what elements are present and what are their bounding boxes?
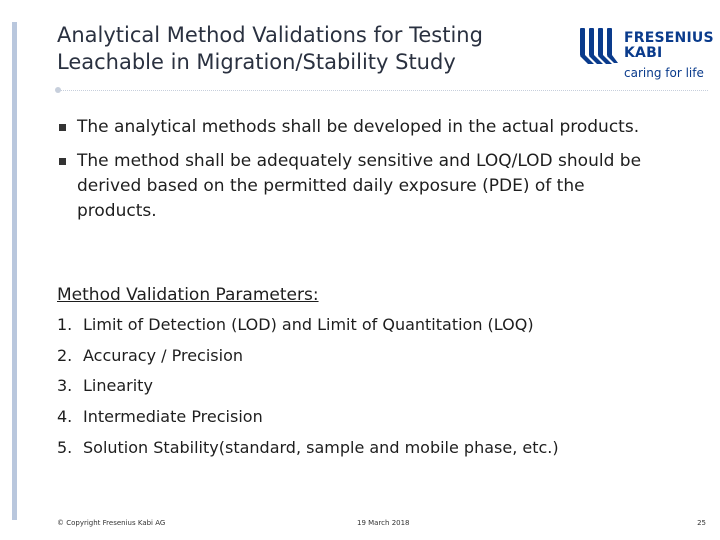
params-list-item: [57, 313, 559, 337]
square-bullet-icon: [59, 124, 66, 131]
slide-title: [57, 22, 577, 76]
params-list: [57, 313, 559, 466]
params-item-text: Accuracy / Precision: [83, 345, 243, 365]
params-item-number: 5.: [57, 437, 73, 457]
params-list-item: [57, 436, 559, 460]
params-item-number: 3.: [57, 376, 73, 396]
params-item-number: 2.: [57, 345, 73, 365]
params-list-item: [57, 374, 559, 398]
params-item-text: Limit of Detection (LOD) and Limit of Quantitation (LOQ): [83, 315, 534, 334]
params-item-text: Solution Stability(standard, sample and mobile phase, etc.): [83, 437, 559, 457]
bullet-item: [57, 115, 657, 140]
params-item-text: Intermediate Precision: [83, 407, 263, 427]
params-item-number: 4.: [57, 407, 73, 427]
params-list-item: [57, 344, 559, 368]
params-item-number: 1.: [57, 315, 73, 334]
fresenius-kabi-logo: [578, 26, 714, 82]
fresenius-logo-mark-icon: [578, 26, 620, 66]
bullet-text: The analytical methods shall be developed in the actual products.: [77, 117, 640, 137]
title-divider: [56, 90, 708, 91]
slide-title-line-1: Analytical Method Validations for Testing: [57, 23, 483, 47]
footer-page-number: 25: [697, 519, 706, 527]
bullet-item: [57, 149, 657, 224]
bullet-text: The method shall be adequately sensitive and LOQ/LOD should be derived based on the permitted daily exposure (PDE) of the products.: [77, 151, 642, 221]
footer-date: 19 March 2018: [357, 519, 410, 527]
logo-wordmark: [624, 31, 714, 61]
logo-tagline: caring for life: [624, 66, 704, 80]
footer-copyright: © Copyright Fresenius Kabi AG: [57, 519, 166, 527]
left-accent-bar: [12, 22, 17, 520]
params-item-text: Linearity: [83, 376, 153, 396]
bullet-list: [57, 115, 657, 233]
logo-wordmark-line-2: KABI: [624, 45, 663, 61]
params-list-item: [57, 405, 559, 429]
square-bullet-icon: [59, 158, 66, 165]
params-heading: Method Validation Parameters:: [57, 285, 319, 305]
slide-title-line-2: Leachable in Migration/Stability Study: [57, 50, 456, 74]
logo-wordmark-line-1: FRESENIUS: [624, 30, 714, 46]
